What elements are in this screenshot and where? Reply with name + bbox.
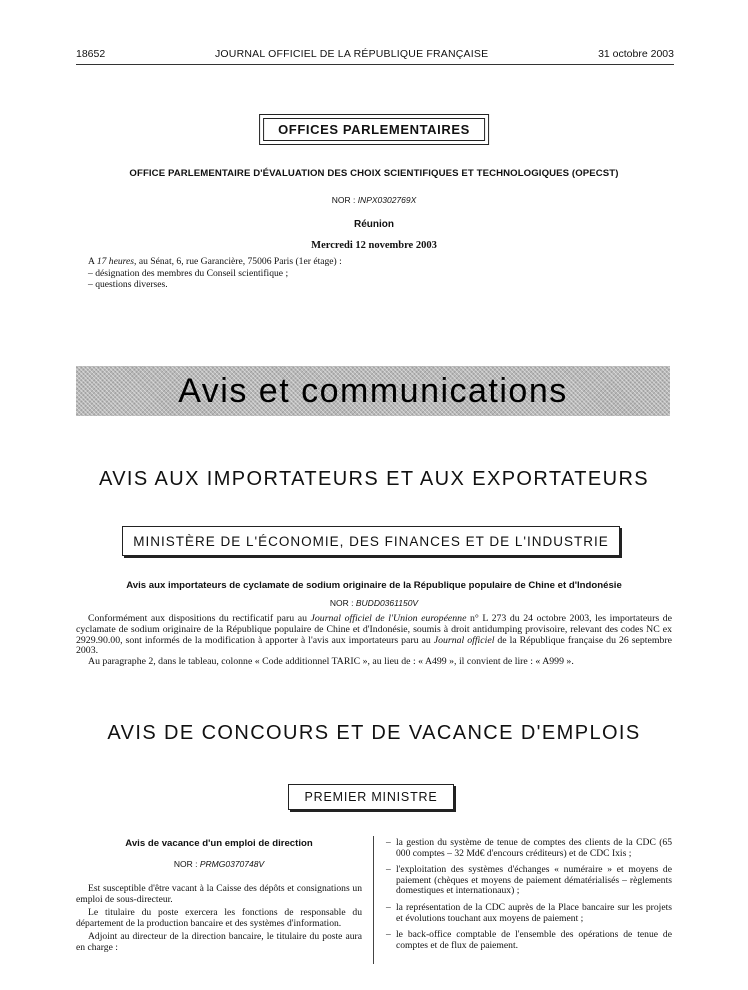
section-title-importateurs: AVIS AUX IMPORTATEURS ET AUX EXPORTATEURS <box>98 468 650 490</box>
agenda-item: A 17 heures, au Sénat, 6, rue Garancière, 75006 Paris (1er étage) : <box>88 256 342 267</box>
vacance-notice-title: Avis de vacance d'un emploi de direction <box>125 838 313 849</box>
ministry-box-premier-ministre: PREMIER MINISTRE <box>288 784 454 810</box>
agenda-list <box>88 256 342 291</box>
responsibilities-list <box>386 838 672 951</box>
nor-label: NOR : <box>331 195 358 205</box>
nor-reference <box>0 598 748 608</box>
agenda-item: – désignation des membres du Conseil scientifique ; <box>88 267 289 279</box>
reunion-heading: Réunion <box>354 219 394 230</box>
ministry-box-economie: MINISTÈRE DE L'ÉCONOMIE, DES FINANCES ET DE L'INDUSTRIE <box>122 526 620 556</box>
issue-date: 31 octobre 2003 <box>598 48 674 60</box>
paragraph: Le titulaire du poste exercera les fonctions de responsable du département de la production bancaire et des systèmes d'information. <box>76 907 362 929</box>
paragraph: Est susceptible d'être vacant à la Caisse des dépôts et consignations un emploi de sous-directeur. <box>76 883 362 905</box>
nor-code: BUDD0361150V <box>355 598 419 608</box>
nor-label: NOR : <box>329 598 356 608</box>
list-item: – l'exploitation des systèmes d'échanges « numéraire » et moyens de paiement (chèques et moyens de paiement dématérialisés – règlements domestiques et internationaux) ; <box>386 864 672 897</box>
nor-reference <box>0 195 748 205</box>
running-head <box>76 48 674 60</box>
cyclamate-notice-title: Avis aux importateurs de cyclamate de sodium originaire de la République populaire de Chine et d'Indonésie <box>126 580 622 591</box>
paragraph: Au paragraphe 2, dans le tableau, colonne « Code additionnel TARIC », au lieu de : « A499 », il convient de lire : « A999 ». <box>88 656 574 668</box>
offices-parlementaires-title: OFFICES PARLEMENTAIRES <box>263 118 485 141</box>
opecst-title: OFFICE PARLEMENTAIRE D'ÉVALUATION DES CHOIX SCIENTIFIQUES ET TECHNOLOGIQUES (OPECST) <box>129 168 619 179</box>
list-item: – la représentation de la CDC auprès de la Place bancaire sur les projets et évolutions touchant aux moyens de paiement ; <box>386 901 672 924</box>
nor-code: INPX0302769X <box>357 195 417 205</box>
vacance-body <box>76 884 362 954</box>
nor-reference <box>76 859 362 869</box>
journal-title: JOURNAL OFFICIEL DE LA RÉPUBLIQUE FRANÇAISE <box>214 48 489 60</box>
list-item: – le back-office comptable de l'ensemble des opérations de tenue de comptes et de flux de paiement. <box>386 929 672 951</box>
left-column <box>76 838 362 957</box>
right-column <box>386 838 672 957</box>
agenda-item: – questions diverses. <box>88 279 168 290</box>
banner-title: Avis et communications <box>178 371 568 410</box>
page-number: 18652 <box>76 48 106 60</box>
list-item: – la gestion du système de tenue de comptes des clients de la CDC (65 000 comptes – 32 Md€ d'encours créditeurs) et de CDC Ixis ; <box>386 837 672 859</box>
cyclamate-notice-body <box>76 614 672 668</box>
paragraph: Conformément aux dispositions du rectificatif paru au Journal officiel de l'Union européenne n° L 273 du 24 octobre 2003, les importateurs de cyclamate de sodium originaire de la République populaire de Chine et d'Indonésie, soumis à droit antidumping provisoire, relevant des codes NC ex 2929.90.00, sont informés de la modification à apporter à l'avis aux importateurs paru au Journal officiel de la République française du 26 septembre 2003. <box>76 613 672 657</box>
column-divider <box>373 836 374 964</box>
section-title-concours: AVIS DE CONCOURS ET DE VACANCE D'EMPLOIS <box>107 722 641 744</box>
avis-communications-banner <box>76 366 670 416</box>
nor-label: NOR : <box>173 859 200 869</box>
paragraph: Adjoint au directeur de la direction bancaire, le titulaire du poste aura en charge : <box>76 931 362 953</box>
offices-parlementaires-box <box>259 114 489 145</box>
reunion-date: Mercredi 12 novembre 2003 <box>311 240 437 251</box>
nor-code: PRMG0370748V <box>199 859 265 869</box>
header-rule <box>76 64 674 65</box>
